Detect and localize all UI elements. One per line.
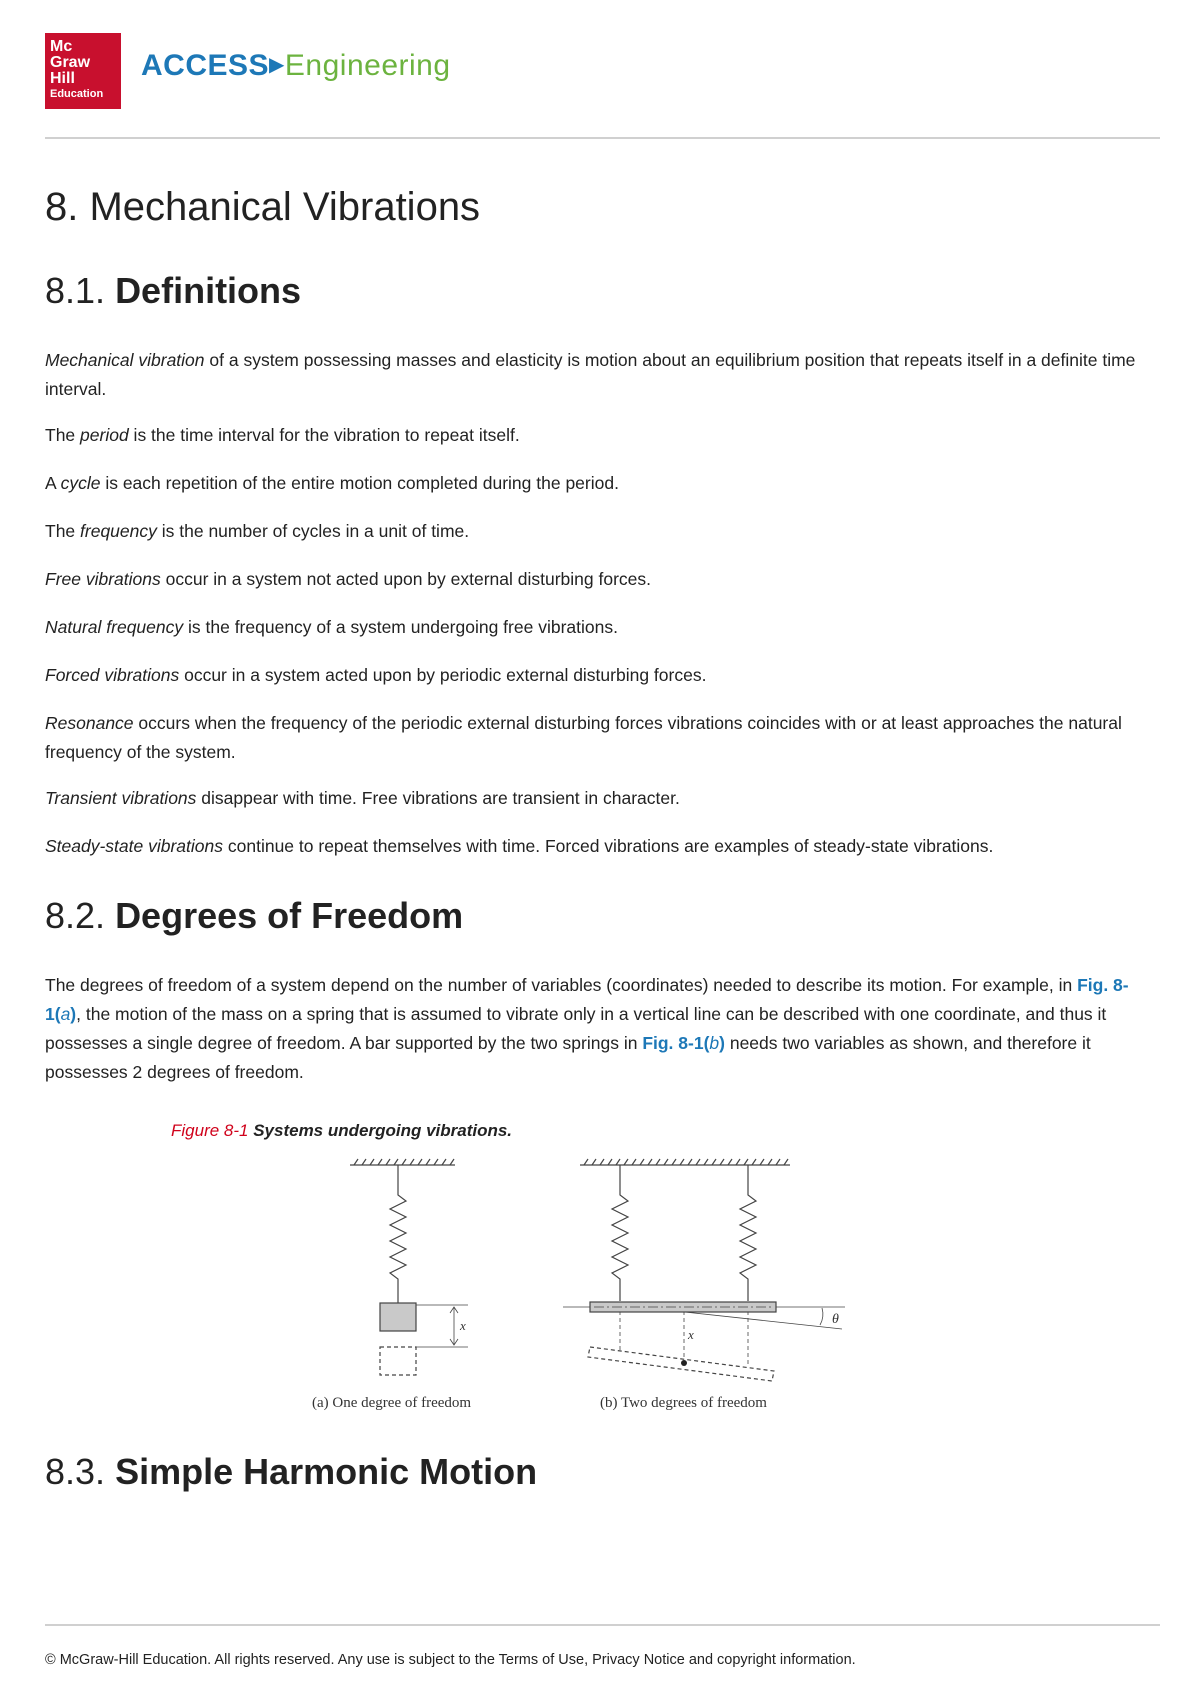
definition-paragraph: Transient vibrations disappear with time. Free vibrations are transient in character. [45, 788, 680, 808]
definition-paragraph: The period is the time interval for the vibration to repeat itself. [45, 425, 520, 445]
theta-arc [820, 1308, 823, 1325]
definition-paragraph: Mechanical vibration of a system possessing masses and elasticity is motion about an equilibrium position that repeats itself in a definite time interval. [45, 350, 1136, 399]
definition-paragraph: Free vibrations occur in a system not acted upon by external disturbing forces. [45, 569, 652, 589]
ceiling-hatch [354, 1159, 454, 1165]
figure-8-1-vibration-systems [312, 1155, 930, 1425]
theta-label: θ [832, 1312, 839, 1327]
fig-8-1b-link[interactable]: Fig. 8-1(b) [642, 1033, 725, 1053]
definition-paragraph: The frequency is the number of cycles in a unit of time. [45, 521, 470, 541]
figure-title: Systems undergoing vibrations. [248, 1121, 513, 1140]
degrees-of-freedom-paragraph: The degrees of freedom of a system depend on the number of variables (coordinates) needed to describe its motion. For example, in Fig. 8-1(a), the motion of the mass on a spring that is assumed to vibrate only in a vertical line can be described with one coordinate, and thus it possesses a single degree of freedom. A bar supported by the two springs in Fig. 8-1(b) needs two variables as shown, and therefore it possesses 2 degrees of freedom. [45, 975, 1129, 1082]
logo-text: Hill [50, 70, 75, 87]
fig-8-1a-link[interactable]: Fig. 8-1(a) [45, 975, 1129, 1024]
definition-paragraph: A cycle is each repetition of the entire motion completed during the period. [45, 473, 619, 493]
site-header [45, 33, 1160, 138]
spring-b-left [612, 1165, 628, 1301]
mass-displaced [380, 1347, 416, 1375]
brand-access: ACCESS [141, 49, 270, 82]
bar-center-point [681, 1360, 687, 1366]
figure-a-caption: (a) One degree of freedom [312, 1395, 472, 1411]
bar-displaced [588, 1347, 774, 1381]
brand-engineering: Engineering [284, 49, 451, 82]
definition-paragraph: Natural frequency is the frequency of a system undergoing free vibrations. [45, 617, 618, 637]
logo-text: Education [50, 88, 104, 100]
copyright-footer: © McGraw-Hill Education. All rights reserved. Any use is subject to the Terms of Use, Privacy Notice and copyright information. [45, 1652, 856, 1668]
chapter-title: 8. Mechanical Vibrations [45, 185, 481, 229]
main-content [45, 178, 1160, 1497]
section-heading-degrees-of-freedom: 8.2. Degrees of Freedom [45, 895, 464, 936]
x-label-b: x [688, 1327, 694, 1342]
mcgraw-hill-logo[interactable] [45, 33, 121, 109]
figure-number: Figure 8-1 [171, 1121, 249, 1140]
x-label-a: x [460, 1318, 466, 1333]
figure-b-caption: (b) Two degrees of freedom [600, 1395, 767, 1411]
definition-paragraph: Resonance occurs when the frequency of the periodic external disturbing forces vibrations coincides with or at least approaches the natural frequency of the system. [45, 713, 1122, 762]
play-arrow-icon: ▶ [269, 54, 285, 76]
section-heading-definitions: 8.1. Definitions [45, 270, 302, 311]
access-engineering-logo[interactable] [141, 49, 451, 83]
logo-text: Mc [50, 38, 73, 55]
mass-a [380, 1303, 416, 1331]
section-heading-simple-harmonic-motion: 8.3. Simple Harmonic Motion [45, 1451, 538, 1492]
spring-a [390, 1165, 406, 1303]
footer-divider [45, 1624, 1160, 1626]
figure-caption [171, 1121, 1160, 1141]
definition-paragraph: Forced vibrations occur in a system acted upon by periodic external disturbing forces. [45, 665, 707, 685]
vibration-diagram [350, 1155, 930, 1425]
logo-text: Graw [50, 54, 91, 71]
header-divider [45, 137, 1160, 139]
definition-paragraph: Steady-state vibrations continue to repeat themselves with time. Forced vibrations are examples of steady-state vibrations. [45, 836, 994, 856]
spring-b-right [740, 1165, 756, 1301]
